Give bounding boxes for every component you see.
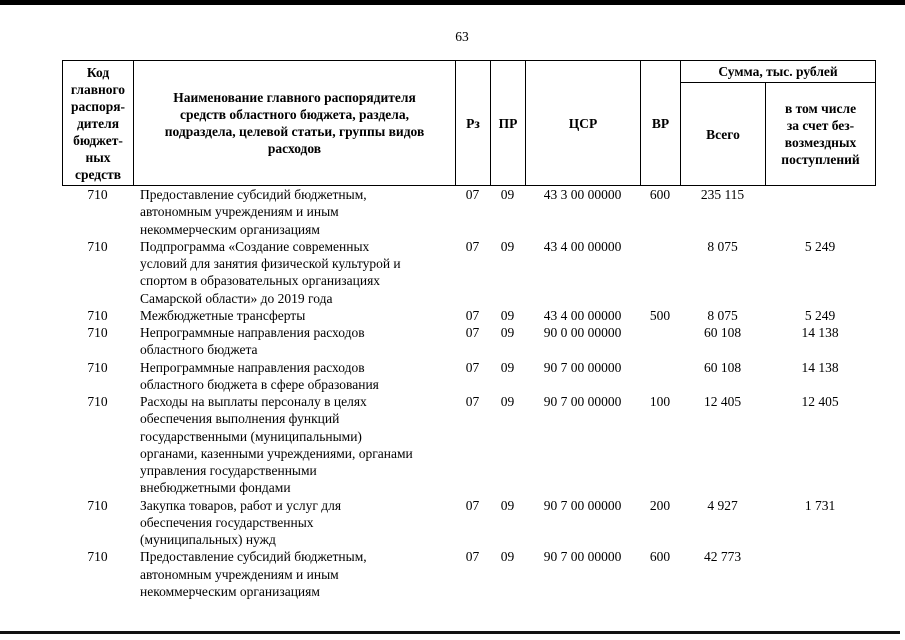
cell-code: 710 bbox=[87, 497, 108, 513]
cell-total: 235 115 bbox=[700, 187, 745, 202]
table-row bbox=[62, 307, 875, 324]
cell-name: Предоставление субсидий бюджетным, автономным учреждениям и иным некоммерческим организациям bbox=[140, 187, 367, 237]
cell-grants bbox=[765, 548, 875, 600]
header-rz: Рз bbox=[456, 61, 491, 186]
cell-grants: 12 405 bbox=[801, 394, 839, 409]
cell-pr: 09 bbox=[500, 394, 515, 409]
cell-name: Закупка товаров, работ и услуг для обеспечения государственных (муниципальных) нужд bbox=[140, 497, 342, 547]
cell-csr: 90 7 00 00000 bbox=[543, 359, 622, 375]
cell-grants: 14 138 bbox=[801, 325, 839, 340]
cell-code: 710 bbox=[87, 187, 108, 202]
header-pr: ПР bbox=[491, 61, 526, 186]
table-row bbox=[62, 497, 875, 549]
table-row bbox=[62, 548, 875, 600]
cell-csr: 90 7 00 00000 bbox=[543, 394, 622, 409]
cell-rz: 07 bbox=[465, 394, 480, 409]
table-body bbox=[62, 186, 875, 600]
top-border-rule bbox=[0, 0, 905, 5]
cell-vr: 500 bbox=[649, 307, 671, 323]
cell-rz: 07 bbox=[465, 325, 480, 340]
cell-total: 8 075 bbox=[707, 307, 738, 323]
cell-total: 60 108 bbox=[703, 359, 742, 375]
table-header bbox=[62, 60, 876, 186]
cell-code: 710 bbox=[87, 238, 108, 254]
cell-code: 710 bbox=[87, 359, 108, 375]
cell-rz: 07 bbox=[465, 187, 480, 202]
cell-name: Непрограммные направления расходов областного бюджета bbox=[140, 325, 365, 358]
cell-grants: 5 249 bbox=[804, 238, 836, 254]
header-csr: ЦСР bbox=[526, 61, 641, 186]
cell-rz: 07 bbox=[465, 497, 480, 513]
cell-rz: 07 bbox=[465, 238, 480, 254]
cell-total: 60 108 bbox=[703, 325, 742, 340]
header-sum: Сумма, тыс. рублей bbox=[681, 61, 876, 83]
cell-name: Предоставление субсидий бюджетным, автономным учреждениям и иным некоммерческим организациям bbox=[140, 549, 367, 599]
cell-name: Непрограммные направления расходов областного бюджета в сфере образования bbox=[140, 359, 379, 392]
cell-grants: 1 731 bbox=[804, 497, 836, 513]
cell-vr: 600 bbox=[649, 187, 671, 202]
cell-pr: 09 bbox=[500, 325, 515, 340]
cell-rz: 07 bbox=[465, 549, 480, 565]
cell-vr bbox=[640, 238, 680, 307]
cell-name: Подпрограмма «Создание современных условий для занятия физической культурой и спортом в образовательных организациях Самарской области» до 2019 года bbox=[140, 238, 401, 306]
cell-total: 12 405 bbox=[703, 394, 742, 409]
cell-pr: 09 bbox=[500, 307, 515, 323]
table-row bbox=[62, 359, 875, 394]
cell-vr bbox=[640, 359, 680, 394]
header-code: Код главного распоря- дителя бюджет- ных средств bbox=[63, 61, 134, 186]
cell-vr: 600 bbox=[649, 549, 671, 565]
header-vr: ВР bbox=[641, 61, 681, 186]
cell-csr: 90 7 00 00000 bbox=[543, 549, 622, 565]
cell-csr: 90 0 00 00000 bbox=[543, 325, 622, 340]
cell-pr: 09 bbox=[500, 359, 515, 375]
table-row bbox=[62, 238, 875, 307]
bottom-border-rule bbox=[0, 631, 900, 634]
table-row bbox=[62, 186, 875, 238]
cell-total: 42 773 bbox=[703, 549, 742, 565]
cell-pr: 09 bbox=[500, 187, 515, 202]
cell-vr: 100 bbox=[649, 394, 671, 409]
cell-csr: 43 4 00 00000 bbox=[543, 307, 622, 323]
cell-pr: 09 bbox=[500, 549, 515, 565]
cell-csr: 90 7 00 00000 bbox=[543, 497, 622, 513]
page-number: 63 bbox=[455, 29, 469, 44]
cell-rz: 07 bbox=[465, 359, 480, 375]
cell-name: Межбюджетные трансферты bbox=[140, 307, 306, 323]
cell-pr: 09 bbox=[500, 497, 515, 513]
cell-csr: 43 3 00 00000 bbox=[543, 187, 622, 202]
cell-code: 710 bbox=[87, 394, 108, 409]
cell-pr: 09 bbox=[500, 238, 515, 254]
header-name: Наименование главного распорядителя средств областного бюджета, раздела, подраздела, целевой статьи, группы видов расходов bbox=[134, 61, 456, 186]
table-row bbox=[62, 324, 875, 359]
cell-grants: 14 138 bbox=[801, 359, 839, 375]
cell-vr: 200 bbox=[649, 497, 671, 513]
cell-code: 710 bbox=[87, 549, 108, 565]
cell-grants: 5 249 bbox=[804, 307, 836, 323]
cell-csr: 43 4 00 00000 bbox=[543, 238, 622, 254]
cell-code: 710 bbox=[87, 307, 108, 323]
cell-rz: 07 bbox=[465, 307, 480, 323]
cell-vr bbox=[640, 324, 680, 359]
cell-total: 4 927 bbox=[707, 497, 738, 513]
table-row bbox=[62, 393, 875, 497]
cell-total: 8 075 bbox=[707, 238, 738, 254]
cell-grants bbox=[765, 186, 875, 238]
cell-code: 710 bbox=[87, 325, 108, 340]
header-total: Всего bbox=[681, 83, 766, 186]
header-grants: в том числе за счет без- возмездных поступлений bbox=[766, 83, 876, 186]
cell-name: Расходы на выплаты персоналу в целях обеспечения выполнения функций государственными (муниципальными) органами, казенными учреждениями, органами управления государственными внебюджетными фондами bbox=[140, 394, 413, 496]
